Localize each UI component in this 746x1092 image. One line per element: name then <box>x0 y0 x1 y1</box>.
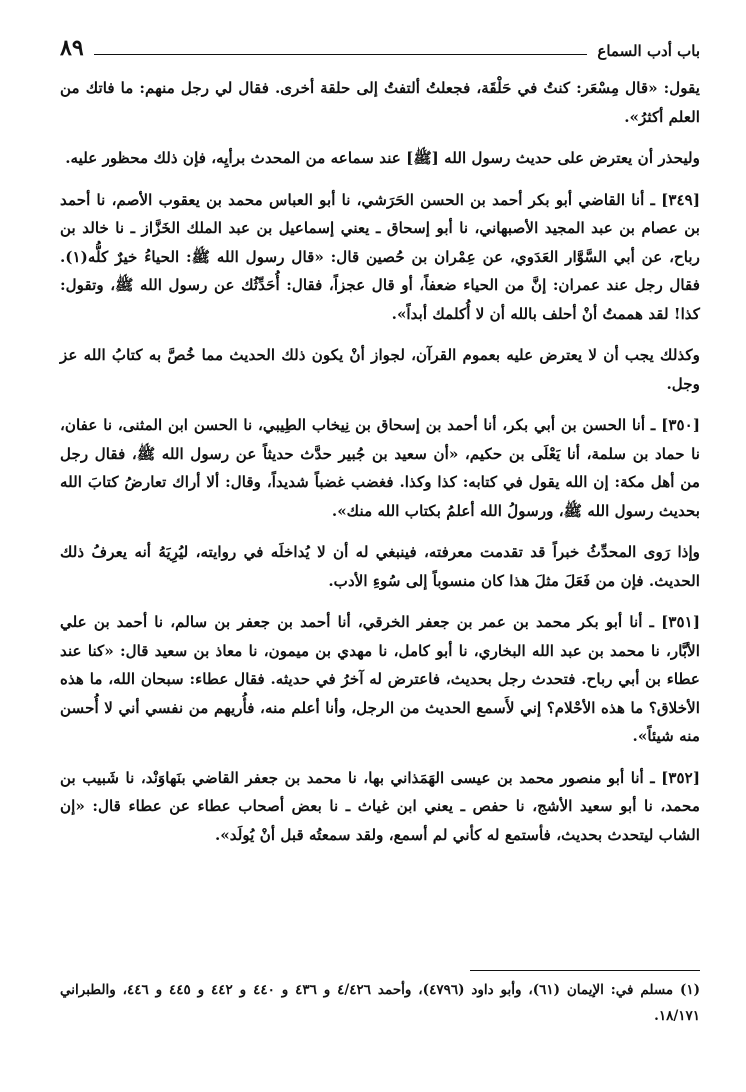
paragraph: [٣٥١] ـ أنا أبو بكر محمد بن عمر بن جعفر الخرقي، أنا أحمد بن جعفر بن سالم، نا أحمد بن علي الأبَّار، نا محمد بن عبد الله البخاري، نا أبو كامل، نا مهدي بن ميمون، نا معاذ بن سعيد قال: «كنا عند عطاء بن أبي رباح. فتحدث رجل بحديث، فاعترض له آخرُ في حديثه. فقال عطاء: سبحان الله، ما هذه الأخلاق؟ ما هذه الأحْلام؟ إني لأَسمع الحديث من الرجل، وأنا أعلم منه، فأُريهم من نفسي أني لا أُحسن منه شيئاً». <box>60 613 700 745</box>
paragraph: وكذلك يجب أن لا يعترض عليه بعموم القرآن، لجواز أنْ يكون ذلك الحديث مما خُصَّ به كتابُ الله عز وجل. <box>60 346 700 393</box>
paragraph: [٣٥٠] ـ أنا الحسن بن أبي بكر، أنا أحمد بن إسحاق بن نِيخاب الطِيبي، نا الحسن ابن المثنى، نا عفان، نا حماد بن سلمة، أنا يَعْلَى بن حكيم، «أن سعيد بن جُبير حدَّث حديثاً عن رسول الله ﷺ، فقال رجل من أهل مكة: إن الله يقول في كتابه: كذا وكذا. فغضب غضباً شديداً، وقال: ألا أراك تعارضُ كتابَ الله بحديث رسول الله ﷺ، ورسولُ الله أعلمُ بكتاب الله منك». <box>60 416 700 520</box>
footnote-divider <box>470 970 700 971</box>
footnote: (١) مسلم في: الإيمان (٦١)، وأبو داود (٤٧٩٦)، وأحمد ٤/٤٢٦ و ٤٣٦ و ٤٤٠ و ٤٤٢ و ٤٤٥ و ٤٤٦، والطبراني ١٨/١٧١. <box>60 982 701 1024</box>
page-header <box>60 30 700 60</box>
chapter-title: باب أدب السماع <box>597 42 700 60</box>
paragraph: [٣٥٢] ـ أنا أبو منصور محمد بن عيسى الهَمَذاني بها، نا محمد بن جعفر القاضي بنَهاوَنْد، نا شَبيب بن محمد، نا أبو سعيد الأشج، نا حفص ـ يعني ابن غياث ـ نا بعض أصحاب عطاء عن عطاء قال: «إن الشاب ليتحدث بحديث، فأستمع له كأني لم أسمع، ولقد سمعتُه قبل أنْ يُولَد». <box>60 768 700 844</box>
paragraph: [٣٤٩] ـ أنا القاضي أبو بكر أحمد بن الحسن الحَرَشي، نا أبو العباس محمد بن يعقوب الأصم، نا أحمد بن عصام بن عبد المجيد الأصبهاني، نا أبو إسحاق ـ يعني إسماعيل بن عبد الملك الخَزَّاز ـ نا خالد بن رباح، عن أبي السَّوَّار العَدَوي، عن عِمْران بن حُصين قال: «قال رسول الله ﷺ: الحياءُ خيرٌ كلُّه(١). فقال رجل عند عمران: إنَّ من الحياء ضعفاً، أو قال عجزاً، فقال: أُحَدِّثُك عن رسول الله ﷺ، وتقول: كذا! لقد هممتُ أنْ أحلف بالله أن لا أُكلمك أبداً». <box>60 190 700 323</box>
paragraph: وإذا رَوى المحدِّثُ خبراً قد تقدمت معرفته، فينبغي له أن لا يُداخلَه في روايته، ليُرِيَهُ أنه يعرفُ ذلك الحديث. فإن من فَعَلَ مثلَ هذا كان منسوباً إلى سُوءِ الأدب. <box>60 543 700 590</box>
footnotes <box>60 970 700 1029</box>
main-text <box>60 74 700 849</box>
paragraph: وليحذر أن يعترض على حديث رسول الله [ﷺ] عند سماعه من المحدث برأيِه، فإن ذلك محظور عليه. <box>65 149 700 167</box>
page-number: ٨٩ <box>60 35 84 61</box>
paragraph: يقول: «قال مِسْعَر: كنتُ في حَلْقَة، فجعلتُ ألتفتُ إلى حلقة أخرى. فقال لي رجل منهم: ما فاتك من العلم أكثرُ». <box>60 79 700 126</box>
header-rule <box>94 54 588 55</box>
book-page <box>60 30 700 1070</box>
